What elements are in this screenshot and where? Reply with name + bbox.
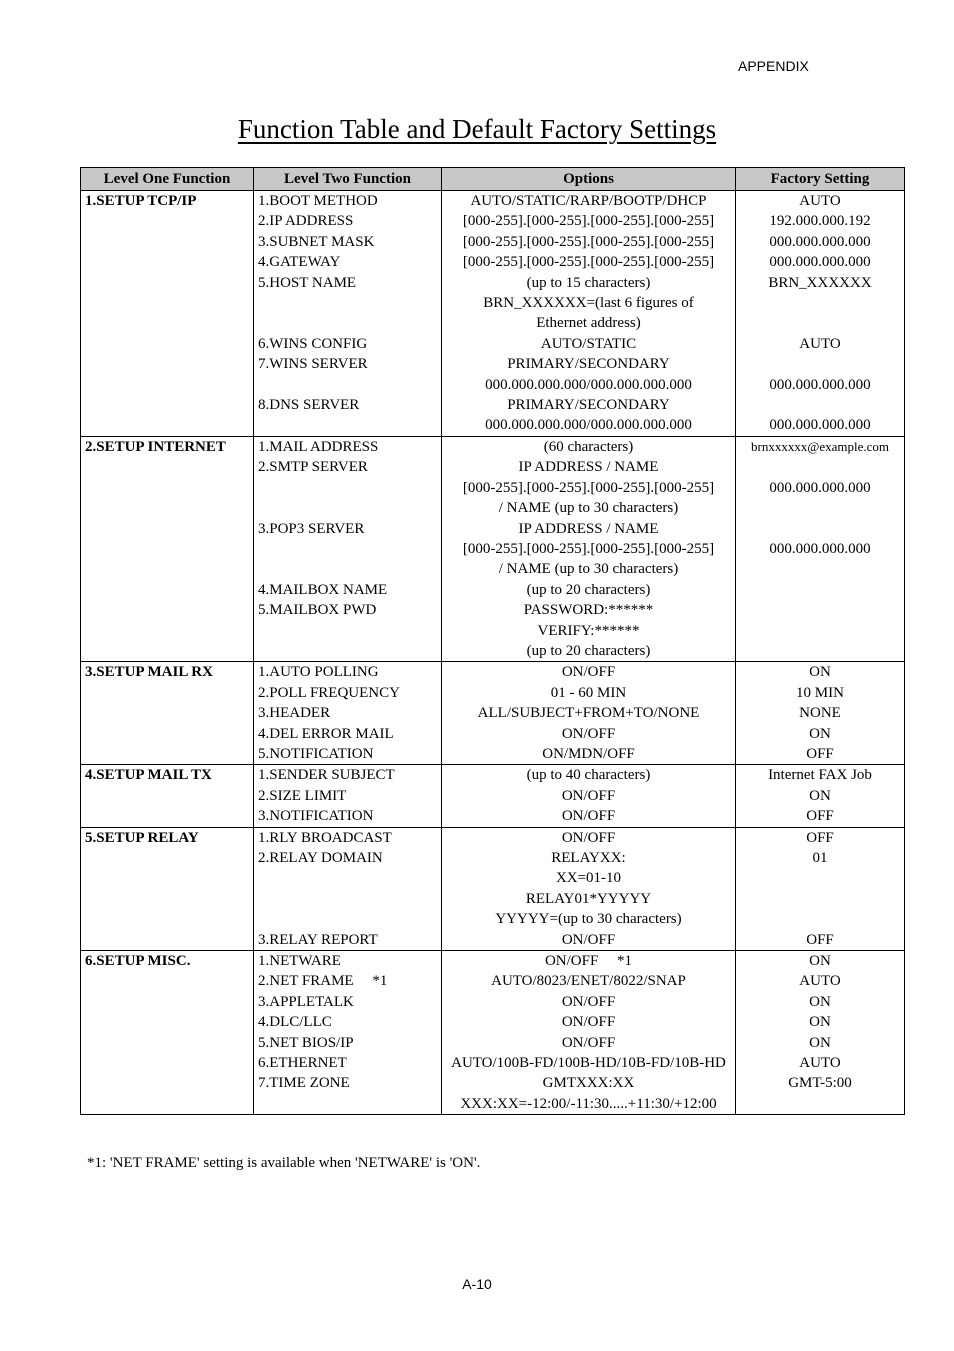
options-cell: ON/OFF xyxy=(442,724,736,744)
level-one-cell xyxy=(81,232,254,252)
table-row xyxy=(81,354,905,374)
options-cell: AUTO/8023/ENET/8022/SNAP xyxy=(442,971,736,991)
level-one-cell xyxy=(81,621,254,641)
table-row xyxy=(81,293,905,313)
options-cell: (60 characters) xyxy=(442,436,736,457)
level-two-cell: 1.BOOT METHOD xyxy=(254,191,442,212)
factory-setting-cell: ON xyxy=(736,1012,905,1032)
level-two-cell: 3.HEADER xyxy=(254,703,442,723)
level-one-cell xyxy=(81,395,254,415)
options-cell: [000-255].[000-255].[000-255].[000-255] xyxy=(442,478,736,498)
table-row xyxy=(81,930,905,951)
table-row xyxy=(81,621,905,641)
options-cell: (up to 15 characters) xyxy=(442,273,736,293)
factory-setting-cell: NONE xyxy=(736,703,905,723)
options-cell: (up to 40 characters) xyxy=(442,765,736,786)
factory-setting-cell xyxy=(736,889,905,909)
table-row xyxy=(81,559,905,579)
level-one-cell xyxy=(81,683,254,703)
level-one-cell: 6.SETUP MISC. xyxy=(81,951,254,972)
options-cell: XXX:XX=-12:00/-11:30.....+11:30/+12:00 xyxy=(442,1094,736,1115)
table-row xyxy=(81,1012,905,1032)
options-cell: ON/OFF xyxy=(442,1033,736,1053)
table-row xyxy=(81,539,905,559)
level-one-cell: 5.SETUP RELAY xyxy=(81,827,254,848)
factory-setting-cell xyxy=(736,621,905,641)
factory-setting-cell: ON xyxy=(736,724,905,744)
level-two-cell xyxy=(254,415,442,436)
page-title: Function Table and Default Factory Settings xyxy=(237,114,717,144)
table-row xyxy=(81,662,905,683)
factory-setting-cell: brnxxxxxx@example.com xyxy=(736,436,905,457)
level-one-cell xyxy=(81,313,254,333)
level-one-cell xyxy=(81,375,254,395)
level-one-cell xyxy=(81,1012,254,1032)
level-two-cell xyxy=(254,641,442,662)
level-two-cell: 4.GATEWAY xyxy=(254,252,442,272)
level-two-cell: 1.NETWARE xyxy=(254,951,442,972)
level-one-cell xyxy=(81,334,254,354)
options-cell: AUTO/100B-FD/100B-HD/10B-FD/10B-HD xyxy=(442,1053,736,1073)
level-one-cell xyxy=(81,1094,254,1115)
level-one-cell xyxy=(81,889,254,909)
level-two-cell: 2.POLL FREQUENCY xyxy=(254,683,442,703)
level-two-cell: 2.SIZE LIMIT xyxy=(254,786,442,806)
level-one-cell xyxy=(81,786,254,806)
column-header: Level Two Function xyxy=(254,168,442,191)
level-two-cell xyxy=(254,889,442,909)
table-row xyxy=(81,436,905,457)
factory-setting-cell: 01 xyxy=(736,848,905,868)
level-one-cell xyxy=(81,252,254,272)
factory-setting-cell: GMT-5:00 xyxy=(736,1073,905,1093)
level-one-cell xyxy=(81,415,254,436)
level-one-cell xyxy=(81,354,254,374)
table-row xyxy=(81,395,905,415)
options-cell: VERIFY:****** xyxy=(442,621,736,641)
level-two-cell: 3.POP3 SERVER xyxy=(254,519,442,539)
level-one-cell xyxy=(81,641,254,662)
options-cell: ON/OFF xyxy=(442,662,736,683)
level-one-cell: 1.SETUP TCP/IP xyxy=(81,191,254,212)
factory-setting-cell: AUTO xyxy=(736,1053,905,1073)
level-one-cell xyxy=(81,1073,254,1093)
level-two-cell: 3.SUBNET MASK xyxy=(254,232,442,252)
factory-setting-cell xyxy=(736,354,905,374)
table-row xyxy=(81,889,905,909)
options-cell: 000.000.000.000/000.000.000.000 xyxy=(442,375,736,395)
level-one-cell xyxy=(81,580,254,600)
table-row xyxy=(81,744,905,765)
factory-setting-cell xyxy=(736,580,905,600)
level-one-cell xyxy=(81,703,254,723)
table-row xyxy=(81,806,905,827)
level-one-cell xyxy=(81,1053,254,1073)
factory-setting-cell xyxy=(736,559,905,579)
factory-setting-cell: AUTO xyxy=(736,971,905,991)
options-cell: (up to 20 characters) xyxy=(442,580,736,600)
level-one-cell xyxy=(81,992,254,1012)
factory-setting-cell xyxy=(736,457,905,477)
factory-setting-cell: 000.000.000.000 xyxy=(736,415,905,436)
level-one-cell xyxy=(81,1033,254,1053)
level-two-cell: 5.NET BIOS/IP xyxy=(254,1033,442,1053)
table-header-row xyxy=(81,168,905,191)
options-cell: AUTO/STATIC/RARP/BOOTP/DHCP xyxy=(442,191,736,212)
footnote: *1: 'NET FRAME' setting is available when 'NETWARE' is 'ON'. xyxy=(87,1155,481,1171)
level-one-cell xyxy=(81,539,254,559)
table-row xyxy=(81,1033,905,1053)
options-cell: IP ADDRESS / NAME xyxy=(442,457,736,477)
column-header: Level One Function xyxy=(81,168,254,191)
column-header: Factory Setting xyxy=(736,168,905,191)
factory-setting-cell: OFF xyxy=(736,806,905,827)
level-two-cell: 2.RELAY DOMAIN xyxy=(254,848,442,868)
level-two-cell: 8.DNS SERVER xyxy=(254,395,442,415)
factory-setting-cell: OFF xyxy=(736,930,905,951)
level-two-cell: 3.RELAY REPORT xyxy=(254,930,442,951)
options-cell: / NAME (up to 30 characters) xyxy=(442,498,736,518)
table-row xyxy=(81,683,905,703)
level-two-cell: 5.NOTIFICATION xyxy=(254,744,442,765)
options-cell: ON/OFF xyxy=(442,806,736,827)
options-cell: ON/OFF xyxy=(442,1012,736,1032)
table-row xyxy=(81,641,905,662)
function-table xyxy=(80,167,905,1115)
level-two-cell: 1.RLY BROADCAST xyxy=(254,827,442,848)
factory-setting-cell xyxy=(736,519,905,539)
level-two-cell xyxy=(254,559,442,579)
table-row xyxy=(81,1094,905,1115)
options-cell: YYYYY=(up to 30 characters) xyxy=(442,909,736,929)
factory-setting-cell: 192.000.000.192 xyxy=(736,211,905,231)
options-cell: ON/OFF xyxy=(442,786,736,806)
level-one-cell xyxy=(81,744,254,765)
level-two-cell: 6.ETHERNET xyxy=(254,1053,442,1073)
level-two-cell xyxy=(254,909,442,929)
factory-setting-cell: 000.000.000.000 xyxy=(736,539,905,559)
table-row xyxy=(81,191,905,212)
table-row xyxy=(81,478,905,498)
factory-setting-cell: AUTO xyxy=(736,191,905,212)
level-one-cell xyxy=(81,211,254,231)
factory-setting-cell xyxy=(736,909,905,929)
factory-setting-cell xyxy=(736,868,905,888)
level-two-cell: 3.APPLETALK xyxy=(254,992,442,1012)
table-row xyxy=(81,580,905,600)
table-row xyxy=(81,703,905,723)
table-row xyxy=(81,1073,905,1093)
level-two-cell xyxy=(254,621,442,641)
table-row xyxy=(81,971,905,991)
factory-setting-cell: Internet FAX Job xyxy=(736,765,905,786)
table-row xyxy=(81,827,905,848)
options-cell: [000-255].[000-255].[000-255].[000-255] xyxy=(442,211,736,231)
level-one-cell xyxy=(81,293,254,313)
level-one-cell xyxy=(81,273,254,293)
options-cell: RELAY01*YYYYY xyxy=(442,889,736,909)
options-cell: ON/OFF xyxy=(442,992,736,1012)
options-cell: 01 - 60 MIN xyxy=(442,683,736,703)
level-two-cell xyxy=(254,539,442,559)
table-row xyxy=(81,1053,905,1073)
factory-setting-cell: ON xyxy=(736,786,905,806)
level-one-cell xyxy=(81,559,254,579)
table-row xyxy=(81,786,905,806)
table-row xyxy=(81,724,905,744)
options-cell: Ethernet address) xyxy=(442,313,736,333)
factory-setting-cell: 000.000.000.000 xyxy=(736,232,905,252)
factory-setting-cell xyxy=(736,641,905,662)
table-row xyxy=(81,334,905,354)
level-two-cell: 3.NOTIFICATION xyxy=(254,806,442,827)
factory-setting-cell xyxy=(736,313,905,333)
factory-setting-cell: 10 MIN xyxy=(736,683,905,703)
table-row xyxy=(81,868,905,888)
options-cell: PRIMARY/SECONDARY xyxy=(442,354,736,374)
options-cell: ON/MDN/OFF xyxy=(442,744,736,765)
options-cell: [000-255].[000-255].[000-255].[000-255] xyxy=(442,252,736,272)
options-cell: PRIMARY/SECONDARY xyxy=(442,395,736,415)
table-row xyxy=(81,498,905,518)
factory-setting-cell: 000.000.000.000 xyxy=(736,478,905,498)
table-row xyxy=(81,252,905,272)
level-two-cell xyxy=(254,868,442,888)
level-two-cell: 6.WINS CONFIG xyxy=(254,334,442,354)
level-two-cell xyxy=(254,1094,442,1115)
level-two-cell: 1.AUTO POLLING xyxy=(254,662,442,683)
level-two-cell: 5.MAILBOX PWD xyxy=(254,600,442,620)
level-one-cell xyxy=(81,457,254,477)
options-cell: [000-255].[000-255].[000-255].[000-255] xyxy=(442,232,736,252)
level-one-cell xyxy=(81,806,254,827)
options-cell: RELAYXX: xyxy=(442,848,736,868)
table-row xyxy=(81,519,905,539)
level-one-cell: 2.SETUP INTERNET xyxy=(81,436,254,457)
level-two-cell xyxy=(254,293,442,313)
level-two-cell: 4.MAILBOX NAME xyxy=(254,580,442,600)
table-row xyxy=(81,951,905,972)
level-one-cell xyxy=(81,848,254,868)
level-one-cell: 3.SETUP MAIL RX xyxy=(81,662,254,683)
level-two-cell xyxy=(254,375,442,395)
factory-setting-cell: OFF xyxy=(736,744,905,765)
level-two-cell: 7.TIME ZONE xyxy=(254,1073,442,1093)
table-row xyxy=(81,415,905,436)
table-row xyxy=(81,232,905,252)
options-cell: BRN_XXXXXX=(last 6 figures of xyxy=(442,293,736,313)
level-two-cell xyxy=(254,498,442,518)
table-row xyxy=(81,600,905,620)
options-cell: ON/OFF *1 xyxy=(442,951,736,972)
column-header: Options xyxy=(442,168,736,191)
level-two-cell xyxy=(254,478,442,498)
factory-setting-cell: ON xyxy=(736,1033,905,1053)
factory-setting-cell xyxy=(736,600,905,620)
options-cell: [000-255].[000-255].[000-255].[000-255] xyxy=(442,539,736,559)
factory-setting-cell: ON xyxy=(736,992,905,1012)
factory-setting-cell: 000.000.000.000 xyxy=(736,252,905,272)
level-one-cell: 4.SETUP MAIL TX xyxy=(81,765,254,786)
factory-setting-cell xyxy=(736,293,905,313)
options-cell: (up to 20 characters) xyxy=(442,641,736,662)
factory-setting-cell: ON xyxy=(736,951,905,972)
factory-setting-cell: AUTO xyxy=(736,334,905,354)
factory-setting-cell xyxy=(736,1094,905,1115)
table-row xyxy=(81,848,905,868)
table-row xyxy=(81,992,905,1012)
level-two-cell: 5.HOST NAME xyxy=(254,273,442,293)
level-two-cell xyxy=(254,313,442,333)
level-two-cell: 4.DEL ERROR MAIL xyxy=(254,724,442,744)
level-one-cell xyxy=(81,724,254,744)
level-two-cell: 1.SENDER SUBJECT xyxy=(254,765,442,786)
table-row xyxy=(81,313,905,333)
level-one-cell xyxy=(81,909,254,929)
factory-setting-cell: OFF xyxy=(736,827,905,848)
level-one-cell xyxy=(81,868,254,888)
options-cell: ON/OFF xyxy=(442,827,736,848)
options-cell: XX=01-10 xyxy=(442,868,736,888)
table-body xyxy=(81,191,905,1115)
level-one-cell xyxy=(81,519,254,539)
level-two-cell: 7.WINS SERVER xyxy=(254,354,442,374)
options-cell: GMTXXX:XX xyxy=(442,1073,736,1093)
factory-setting-cell xyxy=(736,498,905,518)
level-two-cell: 2.IP ADDRESS xyxy=(254,211,442,231)
page-header: APPENDIX xyxy=(738,58,809,74)
table-row xyxy=(81,211,905,231)
level-two-cell: 1.MAIL ADDRESS xyxy=(254,436,442,457)
level-one-cell xyxy=(81,600,254,620)
table-row xyxy=(81,457,905,477)
options-cell: 000.000.000.000/000.000.000.000 xyxy=(442,415,736,436)
options-cell: IP ADDRESS / NAME xyxy=(442,519,736,539)
options-cell: ON/OFF xyxy=(442,930,736,951)
level-one-cell xyxy=(81,971,254,991)
factory-setting-cell: BRN_XXXXXX xyxy=(736,273,905,293)
page-number: A-10 xyxy=(462,1276,492,1292)
options-cell: ALL/SUBJECT+FROM+TO/NONE xyxy=(442,703,736,723)
level-two-cell: 2.NET FRAME *1 xyxy=(254,971,442,991)
table-row xyxy=(81,375,905,395)
options-cell: PASSWORD:****** xyxy=(442,600,736,620)
table-row xyxy=(81,273,905,293)
table-row xyxy=(81,909,905,929)
level-one-cell xyxy=(81,498,254,518)
factory-setting-cell: 000.000.000.000 xyxy=(736,375,905,395)
options-cell: AUTO/STATIC xyxy=(442,334,736,354)
table-row xyxy=(81,765,905,786)
level-one-cell xyxy=(81,478,254,498)
factory-setting-cell xyxy=(736,395,905,415)
options-cell: / NAME (up to 30 characters) xyxy=(442,559,736,579)
level-two-cell: 2.SMTP SERVER xyxy=(254,457,442,477)
level-one-cell xyxy=(81,930,254,951)
level-two-cell: 4.DLC/LLC xyxy=(254,1012,442,1032)
factory-setting-cell: ON xyxy=(736,662,905,683)
